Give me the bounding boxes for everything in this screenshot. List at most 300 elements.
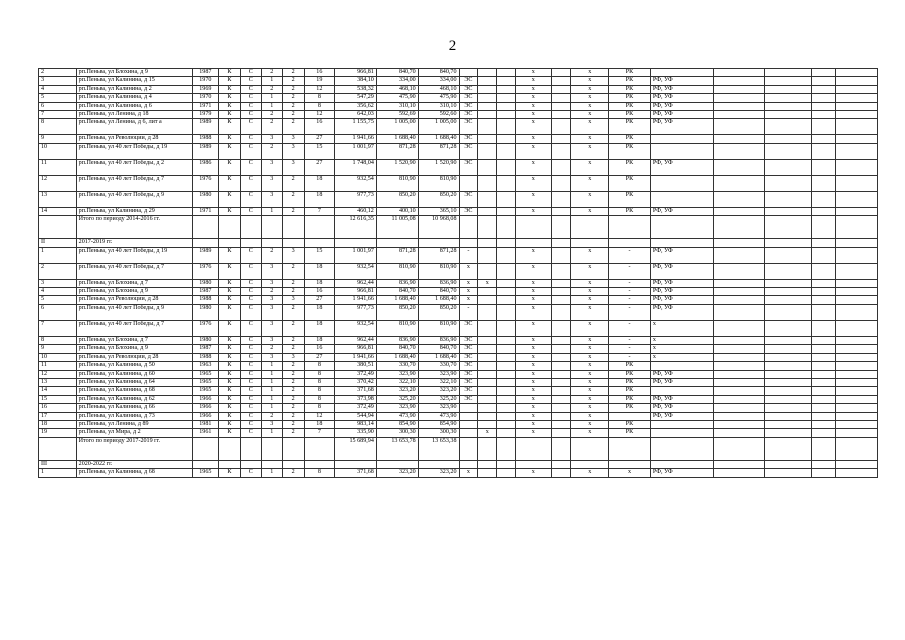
table-cell: 871,28 <box>376 143 418 159</box>
table-cell: 1988 <box>192 353 218 361</box>
table-cell: 2 <box>261 345 282 353</box>
table-cell: 468,10 <box>376 85 418 93</box>
table-cell <box>551 216 571 239</box>
table-cell: 3 <box>282 247 304 263</box>
table-cell: x <box>571 345 609 353</box>
table-cell <box>459 429 478 437</box>
table-cell: 2 <box>261 288 282 296</box>
table-cell: x <box>515 420 551 428</box>
table-cell <box>713 279 764 287</box>
table-cell <box>836 207 878 215</box>
table-cell <box>836 111 878 119</box>
table-cell: x <box>515 395 551 403</box>
table-cell: С <box>240 395 261 403</box>
table-cell: К <box>218 279 240 287</box>
table-cell <box>497 362 516 370</box>
table-cell: x <box>571 336 609 344</box>
table-cell: 6 <box>39 304 77 320</box>
table-cell: 544,94 <box>335 412 377 420</box>
table-cell: С <box>240 159 261 175</box>
table-cell: 1971 <box>192 102 218 110</box>
table-cell <box>713 247 764 263</box>
table-cell: 1976 <box>192 175 218 191</box>
table-cell <box>551 159 571 175</box>
table-cell <box>836 460 878 468</box>
table-cell <box>551 175 571 191</box>
table-cell: - <box>609 288 651 296</box>
table-cell <box>459 69 478 77</box>
table-cell: 323,20 <box>376 469 418 477</box>
table-cell: рп.Пеньва, ул Калинина, д 15 <box>76 77 192 85</box>
table-cell: 1970 <box>192 94 218 102</box>
table-cell <box>497 437 516 460</box>
table-cell: 2 <box>282 288 304 296</box>
table-cell <box>515 239 551 247</box>
table-cell <box>650 143 713 159</box>
table-cell: 840,70 <box>418 288 459 296</box>
table-cell: РК <box>609 85 651 93</box>
table-cell <box>459 404 478 412</box>
table-cell <box>764 370 811 378</box>
table-cell <box>764 119 811 135</box>
table-cell <box>713 239 764 247</box>
table-row <box>39 296 878 304</box>
table-row <box>39 362 878 370</box>
table-cell: 1 688,40 <box>376 353 418 361</box>
table-cell: 1 941,66 <box>335 296 377 304</box>
table-cell: 1966 <box>192 404 218 412</box>
table-cell: 1970 <box>192 77 218 85</box>
table-cell: 3 <box>39 279 77 287</box>
table-cell <box>812 336 836 344</box>
table-row <box>39 279 878 287</box>
table-cell: 1 <box>261 395 282 403</box>
table-cell: x <box>650 353 713 361</box>
table-cell: 13 <box>39 378 77 386</box>
table-cell: 1965 <box>192 370 218 378</box>
table-cell <box>812 420 836 428</box>
table-cell: - <box>609 263 651 279</box>
table-cell: С <box>240 102 261 110</box>
table-cell <box>836 370 878 378</box>
table-cell: К <box>218 247 240 263</box>
table-cell <box>836 395 878 403</box>
table-cell <box>764 102 811 110</box>
table-cell: x <box>515 119 551 135</box>
table-cell <box>459 412 478 420</box>
table-cell <box>551 85 571 93</box>
table-cell: 2 <box>282 175 304 191</box>
table-cell <box>609 412 651 420</box>
table-cell: 3 <box>261 159 282 175</box>
table-cell: 1989 <box>192 143 218 159</box>
table-cell: РФ, УФ <box>650 207 713 215</box>
table-cell: 2 <box>282 378 304 386</box>
table-cell: рп.Пеньва, ул Калинина, д 6 <box>76 102 192 110</box>
table-cell <box>497 370 516 378</box>
table-cell: 4 <box>39 85 77 93</box>
table-cell: 400,10 <box>376 207 418 215</box>
table-cell: 371,68 <box>335 387 377 395</box>
table-cell: рп.Пеньва, ул 40 лет Победы, д 19 <box>76 143 192 159</box>
table-cell: С <box>240 469 261 477</box>
table-cell: - <box>459 304 478 320</box>
table-cell <box>515 460 551 468</box>
table-cell <box>497 119 516 135</box>
table-cell <box>812 191 836 207</box>
table-cell <box>376 460 418 468</box>
table-cell <box>764 395 811 403</box>
table-cell: x <box>571 111 609 119</box>
table-cell <box>836 247 878 263</box>
table-cell: рп.Пеньва, ул Блохина, д 9 <box>76 69 192 77</box>
table-row <box>39 159 878 175</box>
table-cell: К <box>218 69 240 77</box>
table-cell: 8 <box>304 404 334 412</box>
table-cell <box>478 94 497 102</box>
table-cell <box>650 429 713 437</box>
table-row <box>39 353 878 361</box>
table-cell: С <box>240 85 261 93</box>
table-cell <box>764 320 811 336</box>
table-cell <box>551 387 571 395</box>
table-cell: 2 <box>282 429 304 437</box>
table-cell <box>812 143 836 159</box>
table-cell <box>478 216 497 239</box>
table-cell: 323,20 <box>418 469 459 477</box>
table-cell: С <box>240 353 261 361</box>
table-cell: рп.Пеньва, ул Калинина, д 2 <box>76 85 192 93</box>
table-cell <box>497 135 516 143</box>
table-cell <box>497 304 516 320</box>
table-cell <box>304 239 334 247</box>
table-cell <box>836 279 878 287</box>
table-cell: x <box>650 345 713 353</box>
table-cell <box>764 247 811 263</box>
table-cell: РК <box>609 119 651 135</box>
table-cell: 27 <box>304 353 334 361</box>
table-cell <box>304 216 334 239</box>
table-cell: рп.Пеньва, ул Калинина, д 50 <box>76 362 192 370</box>
table-cell: 8 <box>304 378 334 386</box>
table-cell: РК <box>609 362 651 370</box>
table-cell <box>551 353 571 361</box>
table-row <box>39 94 878 102</box>
table-cell <box>764 362 811 370</box>
table-cell <box>836 77 878 85</box>
table-cell: 14 <box>39 387 77 395</box>
table-cell: 3 <box>261 336 282 344</box>
table-cell: С <box>240 279 261 287</box>
table-cell: С <box>240 94 261 102</box>
table-cell: 12 <box>304 111 334 119</box>
table-cell <box>497 412 516 420</box>
table-cell: 1969 <box>192 85 218 93</box>
table-row <box>39 216 878 239</box>
table-cell <box>571 460 609 468</box>
table-cell: 15 <box>304 143 334 159</box>
table-cell: 836,90 <box>376 336 418 344</box>
table-cell: С <box>240 362 261 370</box>
table-cell: x <box>571 175 609 191</box>
table-cell: 2 <box>282 469 304 477</box>
table-cell <box>713 216 764 239</box>
table-cell: 642,03 <box>335 111 377 119</box>
table-cell: ЭС <box>459 143 478 159</box>
table-cell <box>497 288 516 296</box>
table-row <box>39 336 878 344</box>
table-cell <box>240 239 261 247</box>
table-cell: 16 <box>304 288 334 296</box>
table-cell <box>551 469 571 477</box>
table-cell: 2 <box>261 143 282 159</box>
table-cell: 3 <box>282 159 304 175</box>
table-cell: С <box>240 143 261 159</box>
table-cell <box>713 94 764 102</box>
table-cell <box>551 111 571 119</box>
table-cell: ЭС <box>459 85 478 93</box>
table-cell: 592,60 <box>418 111 459 119</box>
table-cell: 2 <box>282 370 304 378</box>
table-row <box>39 175 878 191</box>
table-cell: x <box>515 77 551 85</box>
table-cell: x <box>571 370 609 378</box>
table-cell: 12 <box>39 370 77 378</box>
table-cell: 322,10 <box>418 378 459 386</box>
table-cell: x <box>571 85 609 93</box>
table-cell <box>650 387 713 395</box>
table-row <box>39 247 878 263</box>
table-cell: 810,90 <box>376 263 418 279</box>
table-cell: 810,90 <box>418 175 459 191</box>
table-cell <box>478 207 497 215</box>
table-cell <box>836 304 878 320</box>
table-cell: рп.Пеньва, ул 40 лет Победы, д 2 <box>76 159 192 175</box>
table-row <box>39 207 878 215</box>
table-cell: 2 <box>261 119 282 135</box>
table-cell <box>713 420 764 428</box>
table-cell: x <box>515 143 551 159</box>
table-cell <box>497 469 516 477</box>
table-cell: 1 <box>261 387 282 395</box>
table-cell: 300,30 <box>418 429 459 437</box>
table-cell: РК <box>609 111 651 119</box>
table-cell <box>478 353 497 361</box>
table-cell: 1965 <box>192 387 218 395</box>
table-cell <box>551 119 571 135</box>
table-cell: ЭС <box>459 387 478 395</box>
table-cell <box>478 85 497 93</box>
table-cell <box>836 437 878 460</box>
table-cell: 8 <box>304 370 334 378</box>
table-cell: 932,54 <box>335 175 377 191</box>
table-cell: 11 005,08 <box>376 216 418 239</box>
table-row <box>39 469 878 477</box>
table-cell: С <box>240 191 261 207</box>
table-cell: РФ, УФ <box>650 304 713 320</box>
table-cell: 1 <box>39 247 77 263</box>
table-cell <box>497 77 516 85</box>
table-cell <box>478 460 497 468</box>
table-cell: 10 <box>39 353 77 361</box>
table-cell: 2 <box>282 119 304 135</box>
table-cell <box>497 207 516 215</box>
table-cell: РК <box>609 404 651 412</box>
table-cell: ЭС <box>459 135 478 143</box>
table-cell <box>218 239 240 247</box>
table-cell: 966,81 <box>335 69 377 77</box>
table-cell <box>836 404 878 412</box>
table-cell <box>497 111 516 119</box>
table-cell: 1 005,00 <box>376 119 418 135</box>
table-cell: 2 <box>282 404 304 412</box>
table-cell: II <box>39 239 77 247</box>
table-cell: x <box>515 345 551 353</box>
table-cell <box>812 288 836 296</box>
table-cell <box>551 94 571 102</box>
table-cell: 1980 <box>192 304 218 320</box>
table-cell: 3 <box>282 353 304 361</box>
table-cell <box>713 159 764 175</box>
table-cell <box>836 378 878 386</box>
table-cell: рп.Пеньва, ул Революции, д 28 <box>76 296 192 304</box>
table-cell: С <box>240 304 261 320</box>
table-cell: 1 <box>261 370 282 378</box>
table-cell: 18 <box>304 175 334 191</box>
table-cell <box>836 175 878 191</box>
table-cell <box>713 135 764 143</box>
table-cell: 15 <box>304 247 334 263</box>
table-cell: К <box>218 94 240 102</box>
table-cell <box>836 263 878 279</box>
table-cell: 2 <box>261 85 282 93</box>
table-cell: III <box>39 460 77 468</box>
table-cell: x <box>571 191 609 207</box>
table-cell: 1 <box>261 404 282 412</box>
table-cell: С <box>240 370 261 378</box>
table-cell: x <box>515 111 551 119</box>
table-cell: 460,12 <box>335 207 377 215</box>
table-cell: x <box>571 279 609 287</box>
table-cell: К <box>218 395 240 403</box>
table-cell: 330,70 <box>418 362 459 370</box>
table-cell: - <box>609 279 651 287</box>
table-cell: ЭС <box>459 378 478 386</box>
table-cell: 19 <box>39 429 77 437</box>
table-cell <box>497 387 516 395</box>
table-cell: 384,10 <box>335 77 377 85</box>
table-cell: РФ, УФ <box>650 296 713 304</box>
table-cell: 2020-2022 гг. <box>76 460 192 468</box>
table-cell: x <box>515 320 551 336</box>
table-row <box>39 239 878 247</box>
table-cell <box>459 437 478 460</box>
table-cell: 475,90 <box>418 94 459 102</box>
table-cell: x <box>515 135 551 143</box>
table-cell: 334,00 <box>376 77 418 85</box>
table-cell <box>713 387 764 395</box>
table-cell <box>497 216 516 239</box>
table-cell <box>478 469 497 477</box>
table-cell: 1 520,90 <box>418 159 459 175</box>
table-cell: x <box>515 378 551 386</box>
table-cell: x <box>571 378 609 386</box>
table-cell <box>764 111 811 119</box>
table-cell <box>812 378 836 386</box>
table-cell: 871,28 <box>418 247 459 263</box>
table-cell <box>551 279 571 287</box>
table-cell: 2 <box>282 85 304 93</box>
table-cell <box>836 85 878 93</box>
table-cell: рп.Пеньва, ул Калинина, д 68 <box>76 469 192 477</box>
table-cell <box>764 345 811 353</box>
table-cell: 1961 <box>192 429 218 437</box>
table-cell: РК <box>609 395 651 403</box>
table-cell: 18 <box>304 320 334 336</box>
table-cell: x <box>459 469 478 477</box>
table-cell <box>478 420 497 428</box>
table-cell <box>551 247 571 263</box>
table-cell <box>497 247 516 263</box>
table-cell: РФ, УФ <box>650 469 713 477</box>
table-cell: x <box>571 395 609 403</box>
table-cell <box>335 460 377 468</box>
table-cell <box>764 94 811 102</box>
table-cell <box>478 362 497 370</box>
table-cell: К <box>218 353 240 361</box>
table-cell <box>764 296 811 304</box>
table-cell: С <box>240 69 261 77</box>
table-cell <box>836 102 878 110</box>
table-cell <box>812 296 836 304</box>
page-number: 2 <box>448 38 457 54</box>
table-cell <box>478 191 497 207</box>
table-cell <box>478 69 497 77</box>
table-cell: К <box>218 345 240 353</box>
table-cell: С <box>240 320 261 336</box>
table-cell <box>478 102 497 110</box>
table-cell: Итого по периоду 2017-2019 гг. <box>76 437 192 460</box>
table-cell: 2 <box>282 102 304 110</box>
table-cell: x <box>515 304 551 320</box>
table-cell: x <box>571 387 609 395</box>
table-cell: 1 <box>261 94 282 102</box>
table-cell: 850,20 <box>376 191 418 207</box>
table-cell: 854,90 <box>376 420 418 428</box>
table-cell: 810,90 <box>376 320 418 336</box>
table-cell: 2 <box>282 263 304 279</box>
table-cell: x <box>515 288 551 296</box>
table-cell <box>836 143 878 159</box>
table-cell: 18 <box>304 263 334 279</box>
table-cell: 1 520,90 <box>376 159 418 175</box>
table-row <box>39 111 878 119</box>
table-cell: 1980 <box>192 336 218 344</box>
table-row <box>39 263 878 279</box>
table-cell <box>836 216 878 239</box>
table-cell <box>609 437 651 460</box>
table-cell: 9 <box>39 135 77 143</box>
table-cell <box>713 77 764 85</box>
table-cell: 7 <box>304 429 334 437</box>
table-cell: 10 968,08 <box>418 216 459 239</box>
table-row <box>39 395 878 403</box>
table-cell: 2 <box>282 362 304 370</box>
table-cell <box>497 404 516 412</box>
table-cell: 3 <box>261 263 282 279</box>
table-cell: С <box>240 263 261 279</box>
table-cell: 1 <box>261 362 282 370</box>
